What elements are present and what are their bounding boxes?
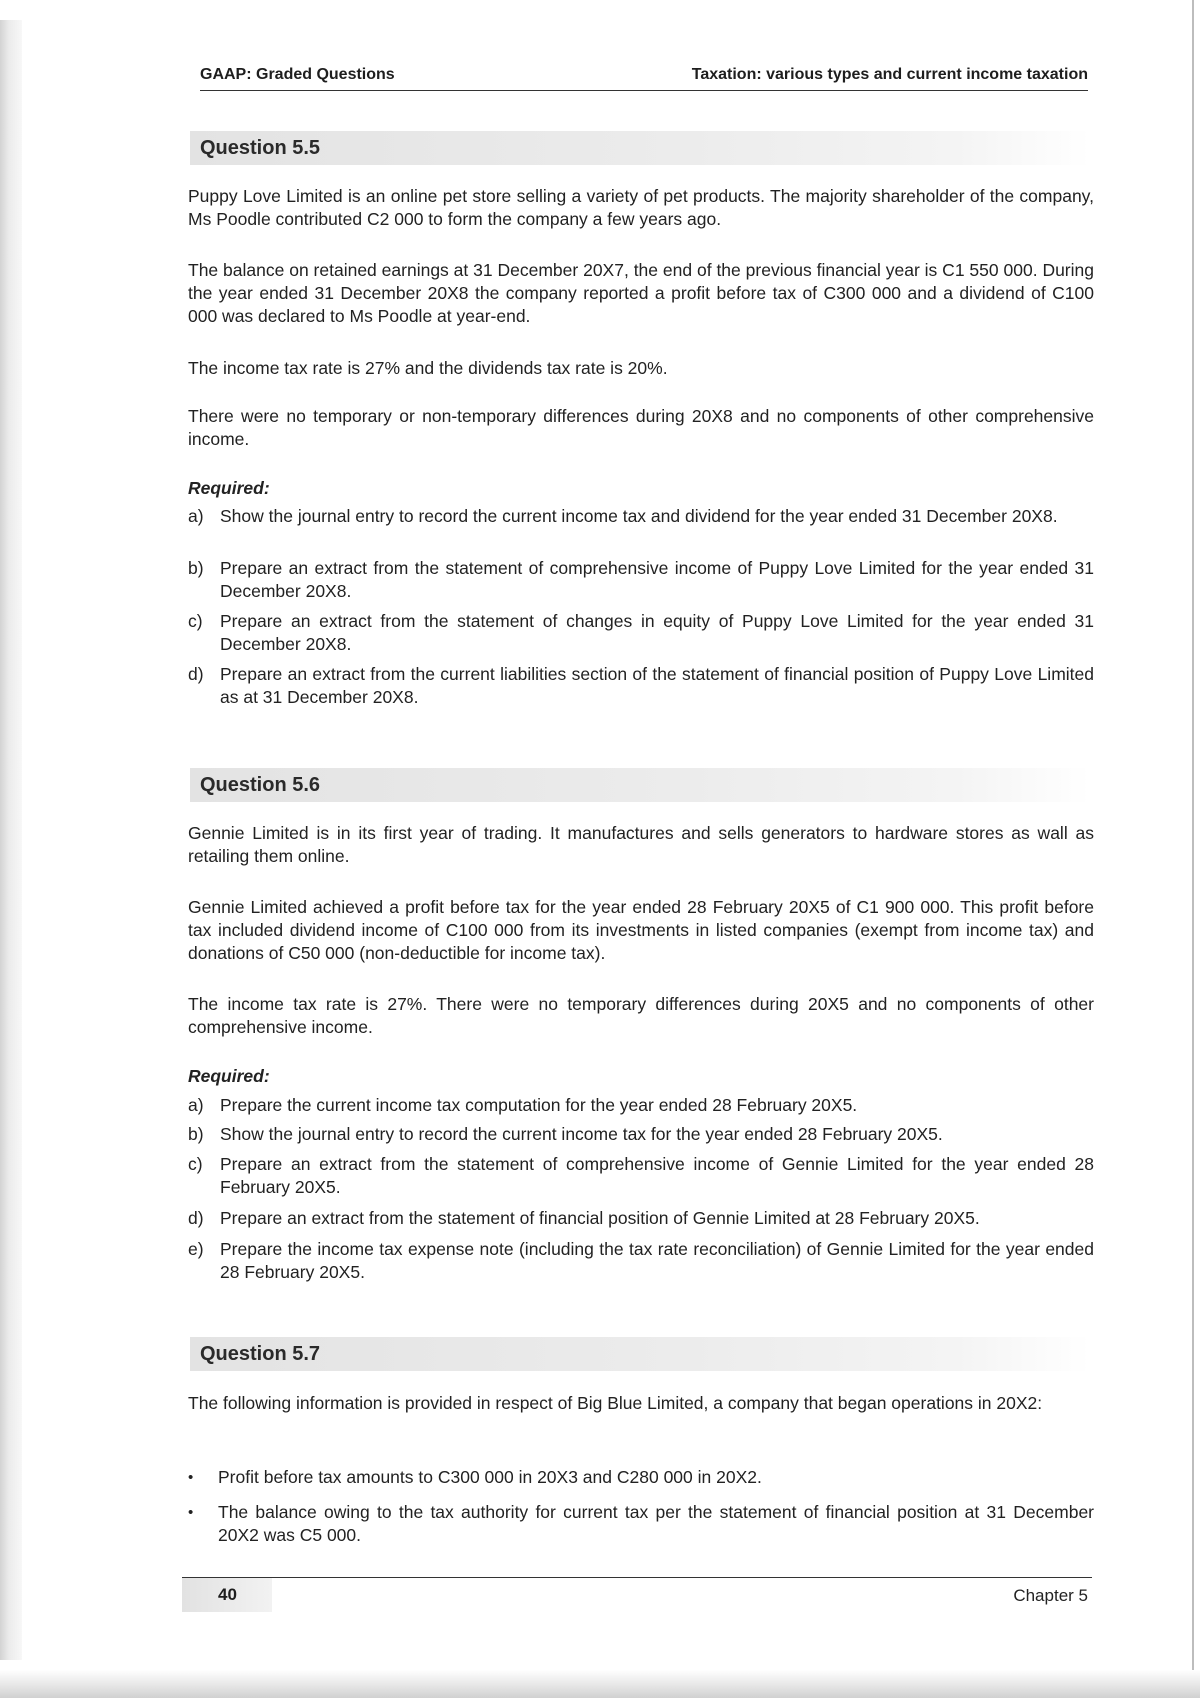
- q56-required-item-b: [188, 1123, 1094, 1146]
- item-text: Prepare the income tax expense note (including the tax rate reconciliation) of Gennie Limited for the year ended 28 February 20X5.: [220, 1239, 1094, 1282]
- item-marker: d): [188, 1208, 204, 1228]
- item-marker: b): [188, 1124, 204, 1144]
- header-chapter-title: Taxation: various types and current income taxation: [691, 66, 1088, 83]
- q56-required-item-d: [188, 1207, 1094, 1230]
- item-text: Prepare an extract from the statement of comprehensive income of Puppy Love Limited for the year ended 31 December 20X8.: [220, 558, 1094, 601]
- q55-required-item-c: [188, 610, 1094, 656]
- q56-paragraph-1: Gennie Limited is in its first year of trading. It manufactures and sells generators to hardware stores as wall as retailing them online.: [188, 823, 1094, 866]
- item-text: Show the journal entry to record the current income tax for the year ended 28 February 20X5.: [220, 1124, 943, 1144]
- item-text: Prepare an extract from the statement of comprehensive income of Gennie Limited for the year ended 28 February 20X5.: [220, 1154, 1094, 1197]
- q55-required-item-d: [188, 663, 1094, 709]
- q55-paragraph-3: The income tax rate is 27% and the dividends tax rate is 20%.: [188, 358, 668, 378]
- q57-bullet-item-2: [188, 1501, 1094, 1547]
- q56-required-item-a: [188, 1094, 1094, 1117]
- scan-shadow-bottom: [0, 1670, 1200, 1698]
- item-marker: d): [188, 664, 204, 684]
- question-5-7-heading: Question 5.7: [190, 1337, 1090, 1371]
- item-marker: c): [188, 611, 203, 631]
- q55-required-item-a: [188, 505, 1094, 528]
- q56-paragraph-2: Gennie Limited achieved a profit before tax for the year ended 28 February 20X5 of C1 900 000. This profit before tax included dividend income of C100 000 from its investments in listed companies (exempt from income tax) and donations of C50 000 (non-deductible for income tax).: [188, 897, 1094, 963]
- q55-paragraph-2: The balance on retained earnings at 31 December 20X7, the end of the previous financial year is C1 550 000. During the year ended 31 December 20X8 the company reported a profit before tax of C300 000 and a dividend of C100 000 was declared to Ms Poodle at year-end.: [188, 260, 1094, 326]
- question-5-5-heading: Question 5.5: [190, 131, 1090, 165]
- footer-rule: [182, 1577, 1092, 1578]
- item-text: Prepare an extract from the statement of financial position of Gennie Limited at 28 February 20X5.: [220, 1208, 980, 1228]
- item-marker: a): [188, 506, 204, 526]
- q55-paragraph-4: There were no temporary or non-temporary differences during 20X8 and no components of other comprehensive income.: [188, 406, 1094, 449]
- running-header: [200, 64, 1088, 91]
- item-text: Show the journal entry to record the current income tax and dividend for the year ended 31 December 20X8.: [220, 506, 1058, 526]
- item-marker: c): [188, 1154, 203, 1174]
- q56-required-label: Required:: [188, 1066, 270, 1086]
- footer-chapter-label: Chapter 5: [1013, 1586, 1088, 1605]
- q56-required-item-e: [188, 1238, 1094, 1284]
- bullet-icon: •: [188, 1469, 194, 1486]
- page-number: 40: [182, 1578, 272, 1612]
- item-marker: e): [188, 1239, 204, 1259]
- item-text: Prepare an extract from the current liabilities section of the statement of financial position of Puppy Love Limited as at 31 December 20X8.: [220, 664, 1094, 707]
- scan-shadow-right: [1192, 0, 1194, 1698]
- q57-paragraph-1: The following information is provided in respect of Big Blue Limited, a company that began operations in 20X2:: [188, 1393, 1043, 1413]
- item-marker: b): [188, 558, 204, 578]
- q55-required-item-b: [188, 557, 1094, 603]
- bullet-icon: •: [188, 1504, 194, 1521]
- header-book-title: GAAP: Graded Questions: [200, 66, 395, 83]
- bullet-text: Profit before tax amounts to C300 000 in 20X3 and C280 000 in 20X2.: [218, 1467, 762, 1487]
- item-marker: a): [188, 1095, 204, 1115]
- item-text: Prepare the current income tax computation for the year ended 28 February 20X5.: [220, 1095, 858, 1115]
- bullet-text: The balance owing to the tax authority for current tax per the statement of financial position at 31 December 20X2 was C5 000.: [218, 1502, 1094, 1545]
- scan-shadow-left: [0, 20, 22, 1660]
- q56-paragraph-3: The income tax rate is 27%. There were no temporary differences during 20X5 and no components of other comprehensive income.: [188, 994, 1094, 1037]
- item-text: Prepare an extract from the statement of changes in equity of Puppy Love Limited for the year ended 31 December 20X8.: [220, 611, 1094, 654]
- q57-bullet-item-1: [188, 1466, 1094, 1489]
- q55-paragraph-1: Puppy Love Limited is an online pet store selling a variety of pet products. The majority shareholder of the company, Ms Poodle contributed C2 000 to form the company a few years ago.: [188, 186, 1094, 229]
- q56-required-item-c: [188, 1153, 1094, 1199]
- question-5-6-heading: Question 5.6: [190, 768, 1090, 802]
- q55-required-label: Required:: [188, 478, 270, 498]
